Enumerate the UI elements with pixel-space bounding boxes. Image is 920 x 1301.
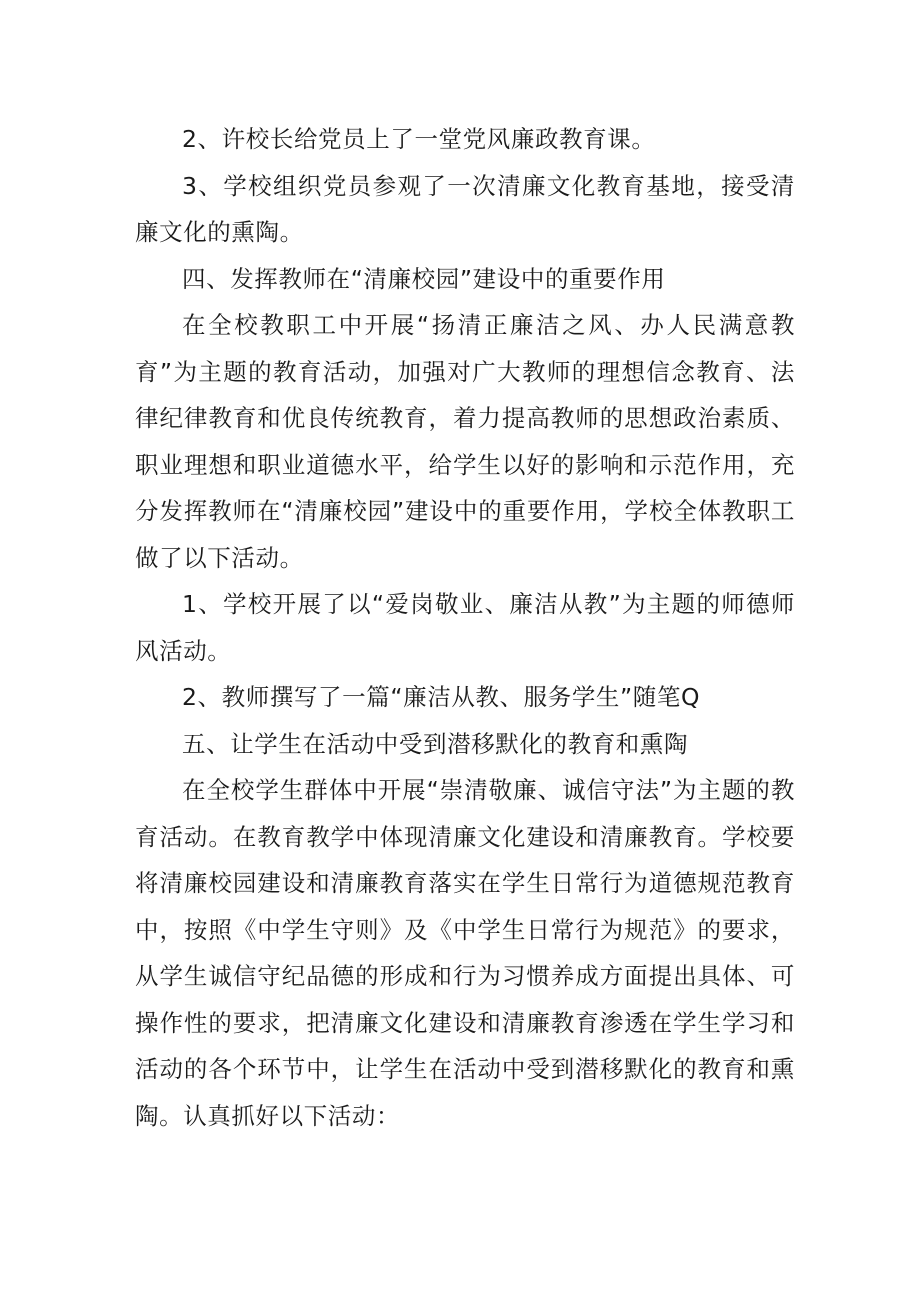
paragraph-student-activities: 在全校学生群体中开展“崇清敬廉、诚信守法”为主题的教育活动。在教育教学中体现清廉文化建设和清廉教育。学校要将清廉校园建设和清廉教育落实在学生日常行为道德规范教育中，按照《中学生守则》及《中学生日常行为规范》的要求，从学生诚信守纪品德的形成和行为习惯养成方面提出具体、可操作性的要求，把清廉文化建设和清廉教育渗透在学生学习和活动的各个环节中，让学生在活动中受到潜移默化的教育和熏陶。认真抓好以下活动： [135,776,795,1130]
list-item-education-base-visit: 3、学校组织党员参观了一次清廉文化教育基地，接受清廉文化的熏陶。 [135,171,795,246]
list-item-teacher-essay: 2、教师撰写了一篇“廉洁从教、服务学生”随笔Q [182,683,701,711]
document-body [135,116,795,1139]
paragraph-teacher-activities: 在全校教职工中开展“扬清正廉洁之风、办人民满意教育”为主题的教育活动，加强对广大教师的理想信念教育、法律纪律教育和优良传统教育，着力提高教师的思想政治素质、职业理想和职业道德水平，给学生以好的影响和示范作用，充分发挥教师在“清廉校园”建设中的重要作用，学校全体教职工做了以下活动。 [135,311,795,572]
list-item-teacher-ethics: 1、学校开展了以“爱岗敬业、廉洁从教”为主题的师德师风活动。 [135,590,795,665]
section-heading-students: 五、让学生在活动中受到潜移默化的教育和熏陶 [182,729,689,758]
section-heading-teachers: 四、发挥教师在“清廉校园”建设中的重要作用 [182,264,666,293]
list-item-party-lecture: 2、许校长给党员上了一堂党风廉政教育课。 [182,125,656,153]
